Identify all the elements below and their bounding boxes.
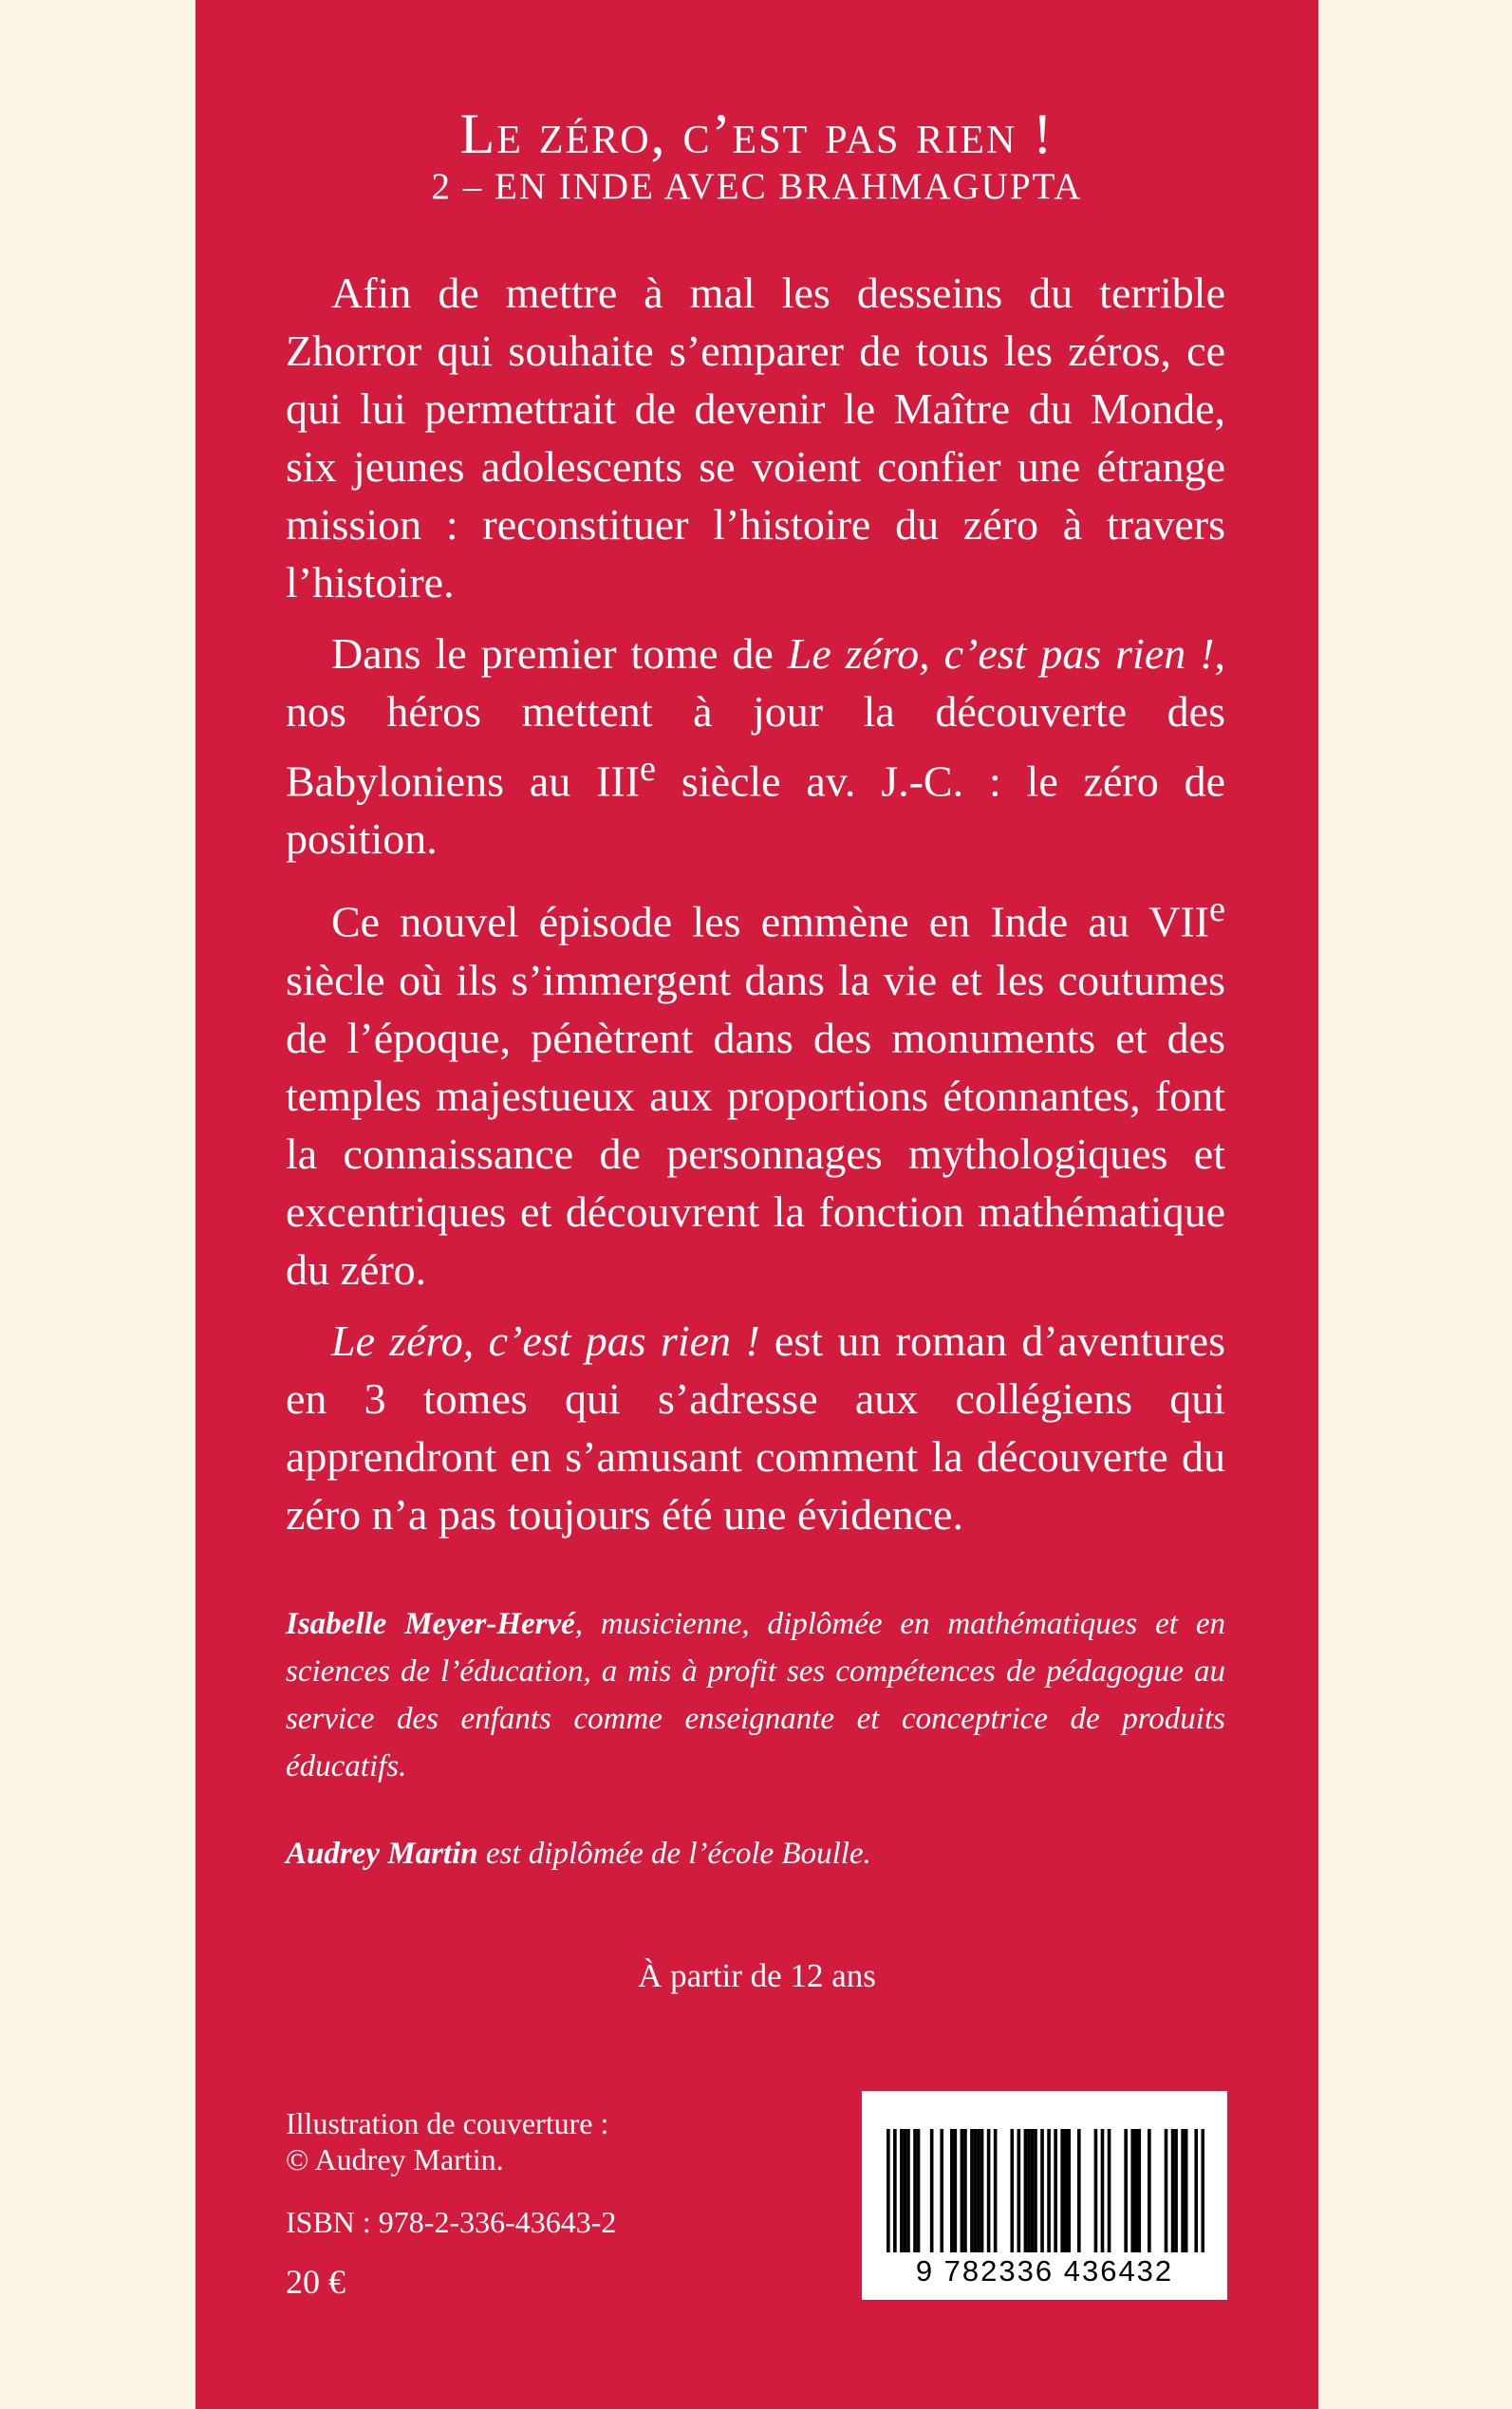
barcode-bar [1185,2129,1188,2252]
contributor-bios [286,1600,1225,1917]
barcode-bar [977,2129,980,2252]
barcode-bar [980,2129,984,2252]
barcode-bar [893,2129,897,2252]
barcode-digits: 9 782336 436432 [915,2254,1174,2288]
blurb [286,264,1225,1557]
barcode [887,2129,1204,2252]
barcode-bar [1201,2129,1204,2252]
barcode-bar [940,2129,943,2252]
age-range: À partir de 12 ans [638,1957,876,1994]
barcode-bar [1017,2129,1021,2252]
barcode-bar [913,2129,917,2252]
blurb-paragraph-3 [286,881,1225,1298]
barcode-bar [904,2129,907,2252]
barcode-bar [1060,2129,1064,2252]
author-bio [286,1600,1225,1790]
barcode-bar [1067,2129,1071,2252]
barcode-bar [1108,2129,1111,2252]
barcode-bar [1101,2129,1105,2252]
cover-credit-label: Illustration de couverture : [286,2106,609,2140]
barcode-bar [1027,2129,1031,2252]
book-title: Le zéro, c’est pas rien ! [459,103,1055,165]
blurb-paragraph-2 [286,625,1225,868]
barcode-bar [1130,2129,1134,2252]
ordinal-superscript: e [640,749,657,789]
barcode-bar [1134,2129,1138,2252]
barcode-bar [994,2129,998,2252]
barcode-bar [1077,2129,1081,2252]
barcode-bar [900,2129,904,2252]
barcode-bar [1034,2129,1037,2252]
illustrator-bio-text: est diplômée de l’école Boulle. [477,1837,871,1871]
barcode-bar [1031,2129,1035,2252]
barcode-bar [1165,2129,1168,2252]
blurb-text: , nos héros mettent à jour la découverte des Babyloniens au III [286,629,1225,806]
blurb-text: est un roman d’aventures en 3 tomes qui s’adresse aux collégiens qui apprendront en s’amusant comment la découverte du zéro n’a pas toujours été une évidence. [286,1316,1225,1539]
barcode-bar [1194,2129,1198,2252]
barcode-bar [906,2129,910,2252]
barcode-bar [1054,2129,1057,2252]
barcode-bar [1040,2129,1044,2252]
blurb-text: siècle où ils s’immergent dans la vie et les coutumes de l’époque, pénètrent dans des monuments et des temples majestueux aux proportions étonnantes, font la connaissance de personnages mythologiques et excentriques et découvrent la fonction mathématique du zéro. [286,955,1225,1294]
blurb-paragraph-1: Afin de mettre à mal les desseins du terrible Zhorror qui souhaite s’emparer de tous les zéros, ce qui lui permettrait de devenir le Maître du Monde, six jeunes adolescents se voient confier une étrange mission : reconstituer l’histoire du zéro à travers l’histoire. [286,269,1225,607]
blurb-text: siècle av. J.-C. : le zéro de position. [286,756,1225,864]
barcode-bar [963,2129,967,2252]
barcode-bar [1174,2129,1178,2252]
author-bio-text: , musicienne, diplômée en mathématiques et en sciences de l’éducation, a mis à profit ses compétences de pédagogue au service des enfants comme enseignante et conceptrice de produits éducatifs. [286,1607,1225,1783]
book-title-reference: Le zéro, c’est pas rien ! [331,1316,760,1365]
barcode-bar [970,2129,974,2252]
barcode-bar [950,2129,954,2252]
barcode-bar [1064,2129,1068,2252]
book-title-reference: Le zéro, c’est pas rien ! [787,629,1215,678]
barcode-bar [930,2129,934,2252]
back-cover [196,0,1318,2409]
illustrator-bio [286,1830,1225,1877]
blurb-paragraph-4 [286,1312,1225,1543]
barcode-bar [887,2129,890,2252]
author-name: Isabelle Meyer-Hervé [286,1607,575,1641]
barcode-bar [1024,2129,1028,2252]
barcode-bar [954,2129,958,2252]
barcode-bar [974,2129,978,2252]
barcode-bar [917,2129,921,2252]
barcode-bar [1137,2129,1141,2252]
barcode-box [862,2091,1227,2300]
barcode-bar [1171,2129,1175,2252]
barcode-bar [987,2129,991,2252]
ordinal-superscript: e [1208,889,1225,930]
barcode-bar [1148,2129,1151,2252]
cover-credit-value: © Audrey Martin. [286,2142,504,2176]
cover-credit [286,2105,817,2177]
barcode-bar [1094,2129,1098,2252]
barcode-bar [961,2129,964,2252]
barcode-bar [1124,2129,1128,2252]
barcode-bar [1047,2129,1051,2252]
blurb-text: Ce nouvel épisode les emmène en Inde au VII [331,897,1209,946]
illustrator-name: Audrey Martin [286,1837,478,1871]
book-subtitle: 2 – EN INDE AVEC BRAHMAGUPTA [431,166,1083,207]
barcode-bar [1181,2129,1185,2252]
price: 20 € [286,2263,345,2301]
isbn: ISBN : 978-2-336-43643-2 [286,2205,617,2239]
blurb-text: Dans le premier tome de [331,629,788,678]
barcode-bar [1010,2129,1014,2252]
